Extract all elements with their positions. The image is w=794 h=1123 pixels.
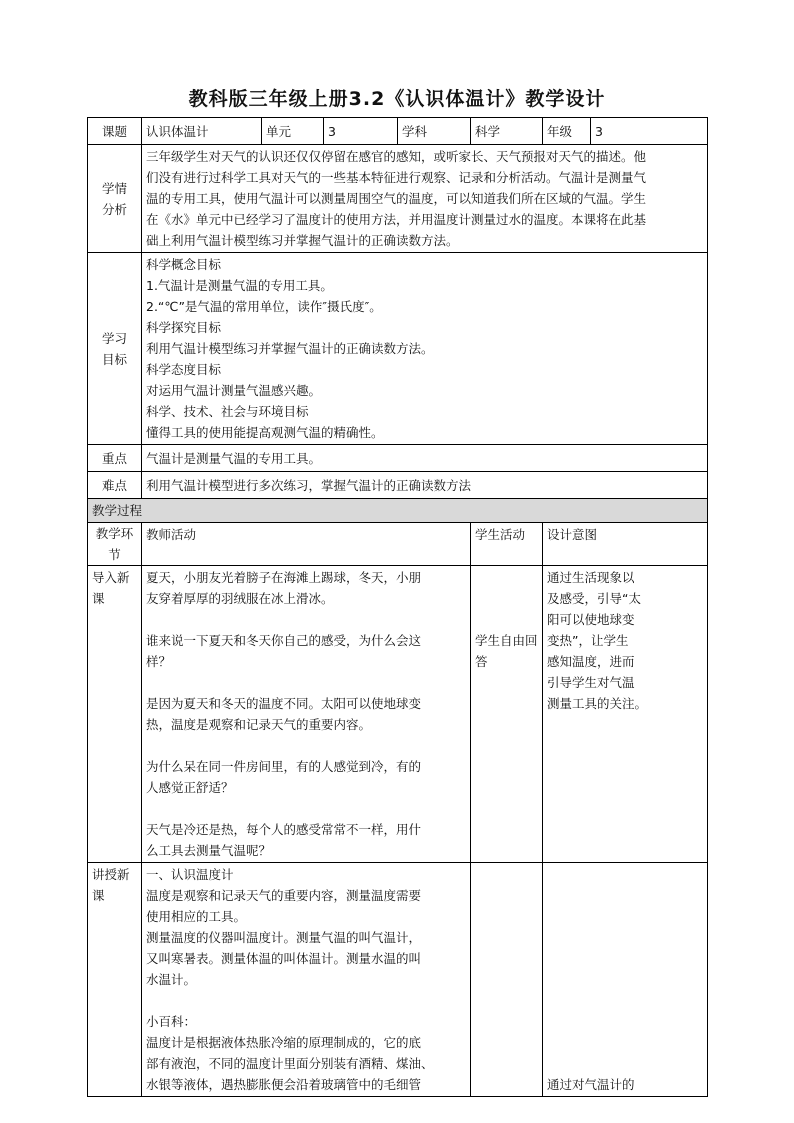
unit-label: 单元: [262, 118, 324, 145]
goals-row: [88, 253, 708, 445]
lecture-stage: 讲授新课: [88, 863, 142, 1097]
difficulty-row: [88, 472, 708, 499]
grade-label: 年级: [543, 118, 591, 145]
info-row: [88, 118, 708, 145]
difficulty-text: 利用气温计模型进行多次练习，掌握气温计的正确读数方法: [142, 472, 708, 499]
lecture-student: [471, 863, 543, 1097]
lesson-plan-table: [87, 117, 708, 1097]
intro-teacher: 夏天，小朋友光着膀子在海滩上踢球，冬天，小朋 友穿着厚厚的羽绒服在冰上滑冰。 谁来说一下夏天和冬天你自己的感受，为什么会这 样？ 是因为夏天和冬天的温度不同。太阳可以使地球变 热，温度是观察和记录天气的重要内容。 为什么呆在同一件房间里，有的人感觉到冷，有的 人感觉正舒适？ 天气是冷还是热，每个人的感受常常不一样，用什 么工具去测量气温呢？: [142, 566, 471, 863]
key-point-label: 重点: [88, 445, 142, 472]
col-stage: 教学环节: [88, 523, 142, 566]
document-title: 教科版三年级上册3.2《认识体温计》教学设计: [188, 88, 606, 110]
subject-value: 科学: [471, 118, 543, 145]
col-student: 学生活动: [471, 523, 543, 566]
process-columns-row: [88, 523, 708, 566]
lesson-value: 认识体温计: [142, 118, 262, 145]
unit-value: 3: [324, 118, 398, 145]
process-header: 教学过程: [88, 499, 708, 523]
goals-label: 学习 目标: [88, 253, 142, 445]
lecture-intent: 通过对气温计的: [543, 863, 708, 1097]
process-header-row: [88, 499, 708, 523]
difficulty-label: 难点: [88, 472, 142, 499]
analysis-row: [88, 145, 708, 253]
lecture-teacher: 一、认识温度计 温度是观察和记录天气的重要内容，测量温度需要 使用相应的工具。 测量温度的仪器叫温度计。测量气温的叫气温计， 又叫寒暑表。测量体温的叫体温计。测量水温的叫 水温计。 小百科： 温度计是根据液体热胀冷缩的原理制成的，它的底 部有液泡，不同的温度计里面分别装有酒精、煤油、 水银等液体，遇热膨胀便会沿着玻璃管中的毛细管: [142, 863, 471, 1097]
key-point-text: 气温计是测量气温的专用工具。: [142, 445, 708, 472]
lesson-label: 课题: [88, 118, 142, 145]
intro-intent: 通过生活现象以 及感受，引导“太 阳可以使地球变 变热”，让学生 感知温度，进而 引导学生对气温 测量工具的关注。: [543, 566, 708, 863]
intro-student: 学生自由回答: [471, 566, 543, 863]
intro-row: [88, 566, 708, 863]
col-teacher: 教师活动: [142, 523, 471, 566]
grade-value: 3: [591, 118, 708, 145]
key-point-row: [88, 445, 708, 472]
lecture-row: [88, 863, 708, 1097]
goals-text: 科学概念目标 1.气温计是测量气温的专用工具。 2.“℃”是气温的常用单位，读作″摄氏度″。 科学探究目标 利用气温计模型练习并掌握气温计的正确读数方法。 科学态度目标 对运用气温计测量气温感兴趣。 科学、技术、社会与环境目标 懂得工具的使用能提高观测气温的精确性。: [142, 253, 708, 445]
analysis-label: 学情 分析: [88, 145, 142, 253]
subject-label: 学科: [398, 118, 471, 145]
col-intent: 设计意图: [543, 523, 708, 566]
analysis-text: 三年级学生对天气的认识还仅仅停留在感官的感知，或听家长、天气预报对天气的描述。他 们没有进行过科学工具对天气的一些基本特征进行观察、记录和分析活动。气温计是测量气 温的专用工具，使用气温计可以测量周围空气的温度，可以知道我们所在区域的气温。学生 在《水》单元中已经学习了温度计的使用方法，并用温度计测量过水的温度。本课将在此基 础上利用气温计模型练习并掌握气温计的正确读数方法。: [142, 145, 708, 253]
intro-stage: 导入新课: [88, 566, 142, 863]
